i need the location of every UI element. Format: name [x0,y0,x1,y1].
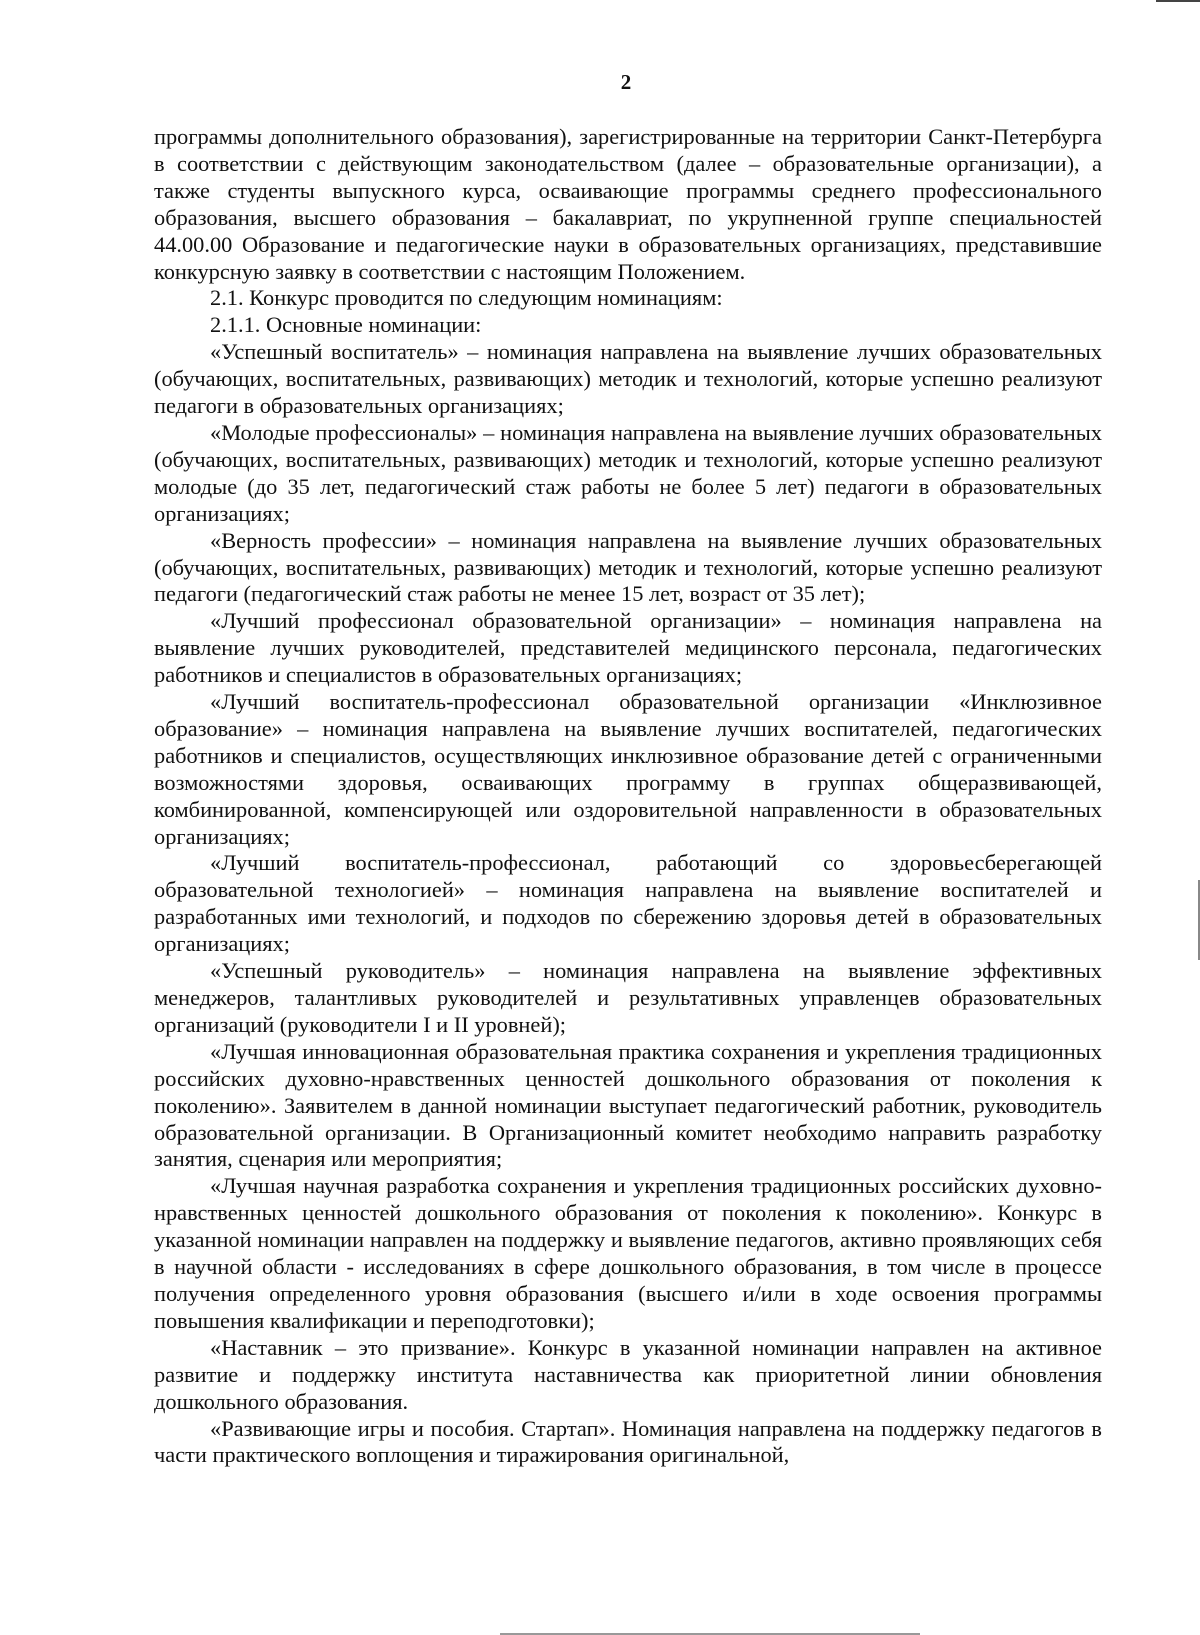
document-body [154,124,1102,1469]
paragraph: 2.1. Конкурс проводится по следующим номинациям: [210,285,723,311]
scan-artifact [1156,0,1200,2]
paragraph: «Лучший воспитатель-профессионал, работающий со здоровьесберегающей образовательной технологией» – номинация направлена на выявление воспитателей и разработанных ими технологий, и подходов по сбережению здоровья детей в образовательных организациях; [154,850,1102,957]
paragraph: «Молодые профессионалы» – номинация направлена на выявление лучших образовательных (обучающих, воспитательных, развивающих) методик и технологий, которые успешно реализуют молодые (до 35 лет, педагогический стаж работы не более 5 лет) педагоги в образовательных организациях; [154,419,1102,526]
paragraph: программы дополнительного образования), зарегистрированные на территории Санкт-Петербурга в соответствии с действующим законодательством (далее – образовательные организации), а также студенты выпускного курса, осваивающие программы среднего профессионального образования, высшего образования – бакалавриат, по укрупненной группе специальностей 44.00.00 Образование и педагогические науки в образовательных организациях, представившие конкурсную заявку в соответствии с настоящим Положением. [154,124,1102,284]
paragraph: «Лучшая научная разработка сохранения и укрепления традиционных российских духовно-нравственных ценностей дошкольного образования от поколения к поколению». Конкурс в указанной номинации направлен на поддержку и выявление педагогов, активно проявляющих себя в научной области - исследованиях в сфере дошкольного образования, в том числе в процессе получения определенного уровня образования (высшего и/или в ходе освоения программы повышения квалификации и переподготовки); [154,1173,1102,1333]
paragraph: «Успешный воспитатель» – номинация направлена на выявление лучших образовательных (обучающих, воспитательных, развивающих) методик и технологий, которые успешно реализуют педагоги в образовательных организациях; [154,339,1102,419]
paragraph: «Развивающие игры и пособия. Стартап». Номинация направлена на поддержку педагогов в части практического воплощения и тиражирования оригинальной, [154,1415,1102,1468]
paragraph: «Верность профессии» – номинация направлена на выявление лучших образовательных (обучающих, воспитательных, развивающих) методик и технологий, которые успешно реализуют педагоги (педагогический стаж работы не менее 15 лет, возраст от 35 лет); [154,527,1102,607]
paragraph: 2.1.1. Основные номинации: [210,312,482,338]
paragraph: «Лучшая инновационная образовательная практика сохранения и укрепления традиционных российских духовно-нравственных ценностей дошкольного образования от поколения к поколению». Заявителем в данной номинации выступает педагогический работник, руководитель образовательной организации. В Организационный комитет необходимо направить разработку занятия, сценария или мероприятия; [154,1038,1102,1172]
page-number: 2 [620,70,632,94]
paragraph: «Лучший воспитатель-профессионал образовательной организации «Инклюзивное образование» – номинация направлена на выявление лучших воспитателей, педагогических работников и специалистов, осуществляющих инклюзивное образование детей с ограниченными возможностями здоровья, осваивающих программу в группах общеразвивающей, комбинированной, компенсирующей или оздоровительной направленности в образовательных организациях; [154,689,1102,849]
paragraph: «Наставник – это призвание». Конкурс в указанной номинации направлен на активное развитие и поддержку института наставничества как приоритетной линии обновления дошкольного образования. [154,1334,1102,1414]
paragraph: «Лучший профессионал образовательной организации» – номинация направлена на выявление лучших руководителей, представителей медицинского персонала, педагогических работников и специалистов в образовательных организациях; [154,608,1102,688]
paragraph: «Успешный руководитель» – номинация направлена на выявление эффективных менеджеров, талантливых руководителей и результативных управленцев образовательных организаций (руководители I и II уровней); [154,958,1102,1037]
